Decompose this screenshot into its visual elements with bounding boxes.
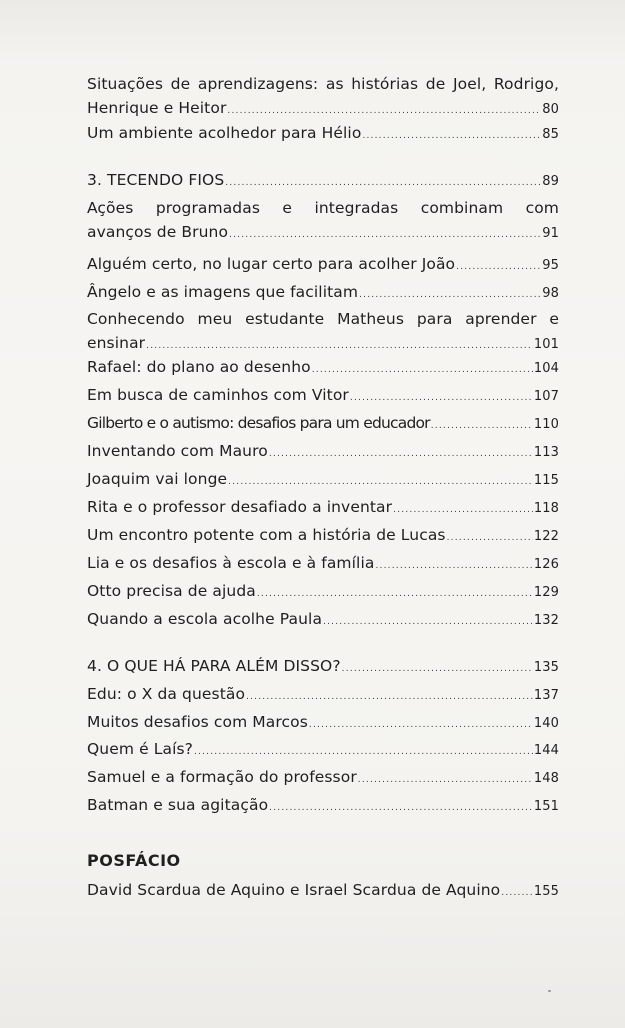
toc-leader-dots (228, 470, 533, 494)
toc-page-number: 101 (533, 337, 559, 352)
toc-entry-title-line: Situações de aprendizagens: as histórias de Joel, Rodrigo, (87, 75, 559, 93)
toc-page-number: 107 (533, 389, 559, 404)
toc-page-number: 110 (533, 417, 559, 432)
toc-entry (87, 551, 559, 578)
toc-entry-title: Rafael: do plano ao desenho (87, 358, 311, 376)
toc-page-number: 132 (533, 613, 559, 628)
toc-entry (87, 523, 559, 550)
toc-entry (87, 579, 559, 606)
toc-leader-dots (350, 386, 533, 410)
toc-entry-title: ensinar (87, 334, 146, 352)
toc-leader-dots (309, 713, 533, 737)
toc-page-number: 144 (533, 743, 559, 758)
toc-leader-dots (359, 283, 541, 307)
toc-entry-title: Henrique e Heitor (87, 99, 227, 117)
toc-page-number: 95 (542, 258, 559, 273)
toc-entry (87, 252, 559, 279)
toc-leader-dots (227, 99, 541, 123)
toc-entry-title: Edu: o X da questão (87, 685, 246, 703)
toc-entry (87, 710, 559, 737)
toc-entry (87, 495, 559, 522)
toc-page-number: 140 (533, 716, 559, 731)
toc-leader-dots (246, 685, 533, 709)
toc-entry-title: Em busca de caminhos com Vitor (87, 386, 349, 404)
toc-chapter-entry (87, 168, 559, 195)
toc-leader-dots (194, 740, 533, 764)
toc-entry-title: Samuel e a formação do professor (87, 768, 357, 786)
toc-leader-dots (447, 526, 533, 550)
toc-entry-title: avanços de Bruno (87, 223, 229, 241)
toc-entry (87, 467, 559, 494)
toc-leader-dots (229, 223, 541, 247)
toc-entry (87, 793, 559, 820)
toc-entry-title: Inventando com Mauro (87, 442, 268, 460)
toc-page-number: 85 (542, 127, 559, 142)
paper-speck (548, 990, 551, 992)
toc-entry (87, 72, 559, 123)
toc-page-number: 89 (542, 174, 559, 189)
toc-entry (87, 878, 559, 905)
toc-entry-title: Batman e sua agitação (87, 796, 269, 814)
toc-leader-dots (501, 881, 533, 905)
toc-leader-dots (362, 124, 541, 148)
toc-entry (87, 355, 559, 382)
toc-entry-title: Quem é Laís? (87, 740, 193, 758)
toc-entry-title: Alguém certo, no lugar certo para acolher João (87, 255, 456, 273)
toc-page-number: 155 (533, 884, 559, 899)
toc-leader-dots (342, 657, 533, 681)
toc-leader-dots (456, 255, 541, 279)
toc-entry-title: Quando a escola acolhe Paula (87, 610, 323, 628)
toc-entry (87, 411, 559, 438)
toc-page-number: 135 (533, 660, 559, 675)
toc-entry-title-line: Ações programadas e integradas combinam com (87, 199, 559, 217)
toc-entry-title: Um encontro potente com a história de Lucas (87, 526, 446, 544)
toc-entry (87, 196, 559, 247)
toc-page-number: 91 (542, 226, 559, 241)
toc-leader-dots (375, 554, 532, 578)
table-of-contents (87, 0, 559, 1028)
toc-entry (87, 383, 559, 410)
toc-page-number: 122 (533, 529, 559, 544)
toc-page-number: 98 (542, 286, 559, 301)
toc-leader-dots (312, 358, 533, 382)
toc-entry (87, 737, 559, 764)
toc-leader-dots (257, 582, 533, 606)
toc-entry (87, 439, 559, 466)
toc-page-number: 126 (533, 557, 559, 572)
toc-leader-dots (431, 414, 533, 438)
toc-entry-title: Joaquim vai longe (87, 470, 228, 488)
toc-page-number: 104 (533, 361, 559, 376)
toc-entry (87, 682, 559, 709)
toc-leader-dots (269, 796, 533, 820)
toc-page-number: 137 (533, 688, 559, 703)
toc-page-number: 129 (533, 585, 559, 600)
toc-leader-dots (225, 171, 541, 195)
toc-entry (87, 307, 559, 358)
toc-leader-dots (323, 610, 533, 634)
toc-entry-title: Otto precisa de ajuda (87, 582, 256, 600)
toc-entry-title: Lia e os desafios à escola e à família (87, 554, 375, 572)
toc-leader-dots (269, 442, 533, 466)
toc-entry (87, 607, 559, 634)
toc-entry-title: David Scardua de Aquino e Israel Scardua de Aquino (87, 881, 501, 899)
toc-entry-title: Rita e o professor desafiado a inventar (87, 498, 393, 516)
toc-entry-title: Gilberto e o autismo: desafios para um educador (87, 414, 430, 432)
toc-entry (87, 765, 559, 792)
posfacio-heading: POSFÁCIO (87, 851, 181, 870)
toc-entry-title: Um ambiente acolhedor para Hélio (87, 124, 362, 142)
chapter-title: 3. TECENDO FIOS (87, 171, 225, 189)
toc-page-number: 151 (533, 799, 559, 814)
toc-page-number: 115 (533, 473, 559, 488)
toc-entry-title: Ângelo e as imagens que facilitam (87, 283, 359, 301)
chapter-title: 4. O QUE HÁ PARA ALÉM DISSO? (87, 657, 341, 675)
toc-page-number: 118 (533, 501, 559, 516)
toc-page-number: 113 (533, 445, 559, 460)
toc-entry (87, 121, 559, 148)
toc-entry (87, 280, 559, 307)
toc-page-number: 148 (533, 771, 559, 786)
toc-leader-dots (393, 498, 533, 522)
toc-entry-title: Muitos desafios com Marcos (87, 713, 308, 731)
toc-page-number: 80 (542, 102, 559, 117)
toc-chapter-entry (87, 654, 559, 681)
toc-entry-title-line: Conhecendo meu estudante Matheus para aprender e (87, 310, 559, 328)
toc-leader-dots (358, 768, 533, 792)
